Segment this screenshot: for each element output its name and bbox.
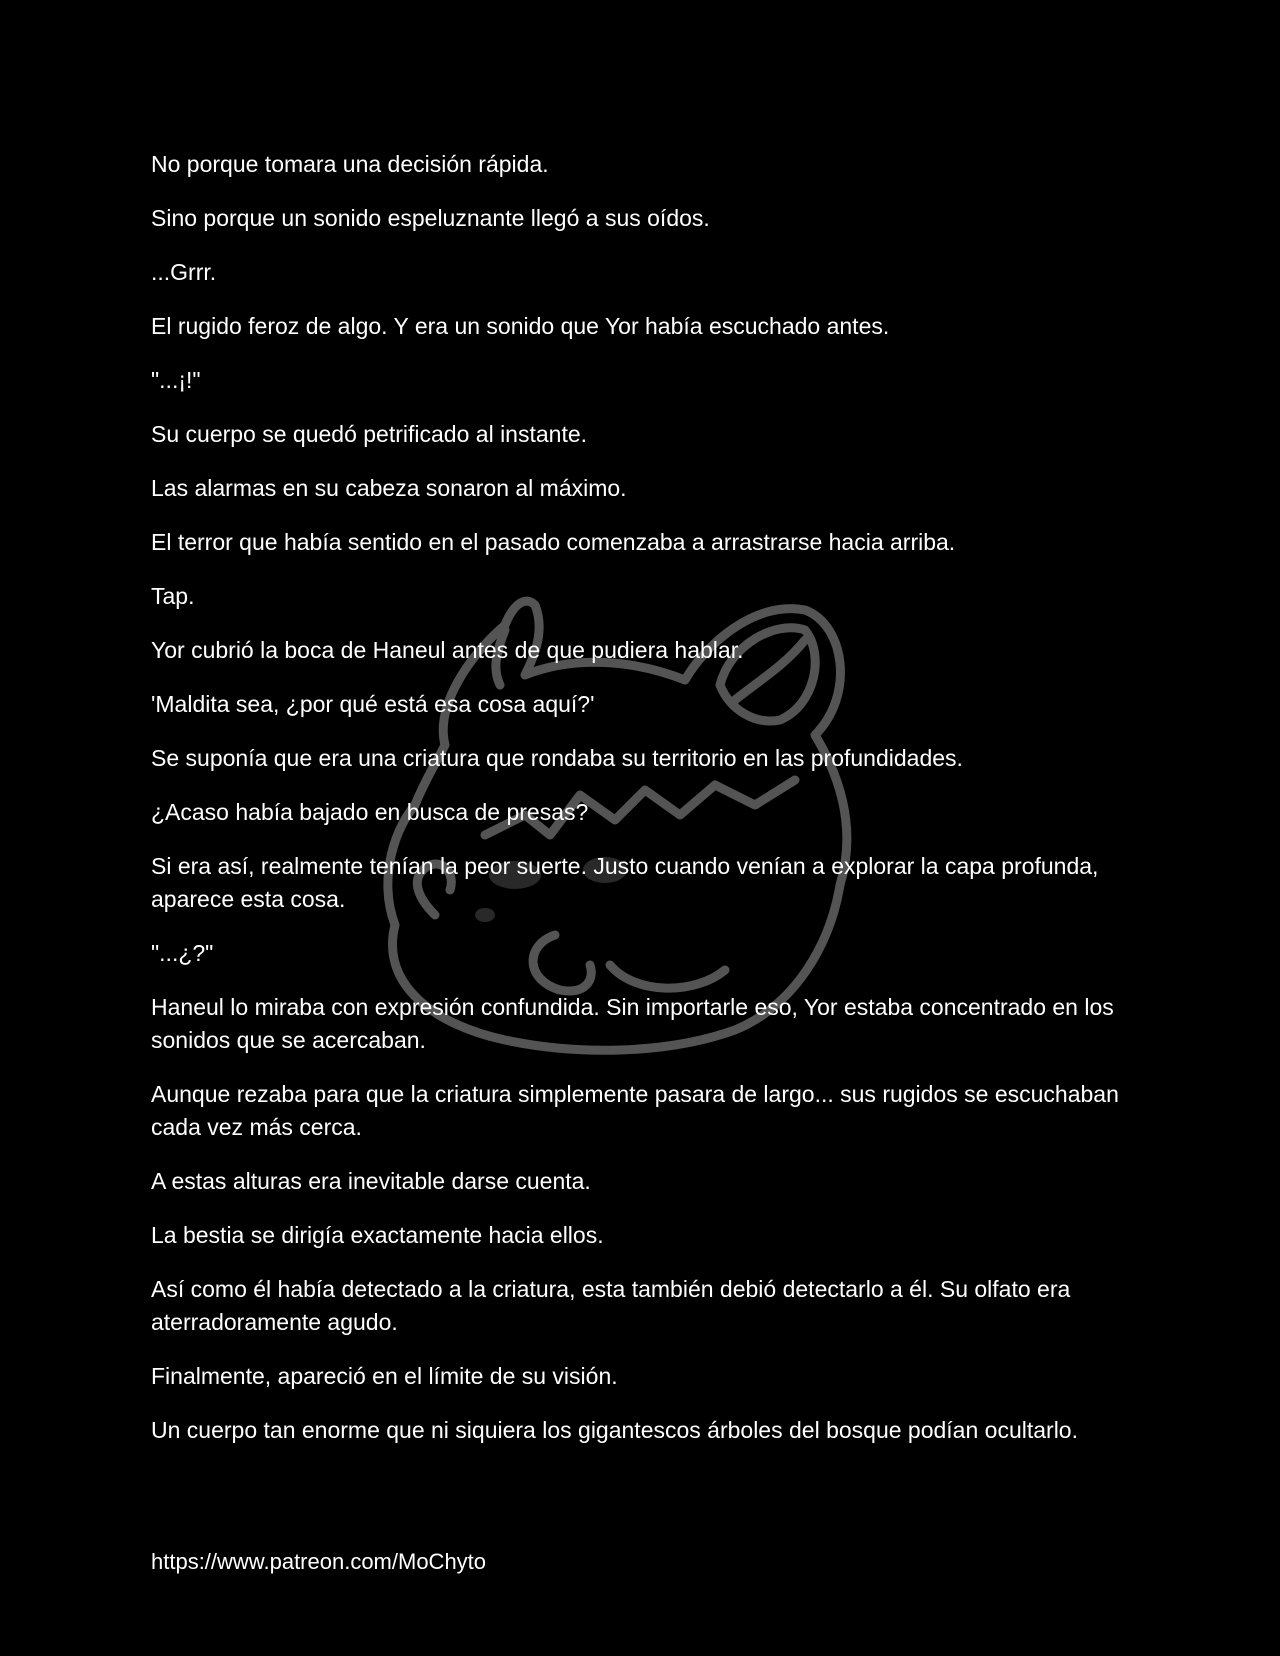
paragraph: ¿Acaso había bajado en busca de presas? [151,799,589,825]
paragraph: ...Grrr. [151,259,217,285]
paragraph: Así como él había detectado a la criatura, esta también debió detectarlo a él. Su olfato era aterradoramente agudo. [151,1276,1071,1335]
patreon-link[interactable]: https://www.patreon.com/MoChyto [151,1549,487,1574]
paragraph: Un cuerpo tan enorme que ni siquiera los gigantescos árboles del bosque podían ocultarlo. [151,1417,1078,1443]
paragraph: Las alarmas en su cabeza sonaron al máximo. [151,475,627,501]
paragraph: Si era así, realmente tenían la peor suerte. Justo cuando venían a explorar la capa profunda, aparece esta cosa. [151,853,1099,912]
paragraph: Sino porque un sonido espeluznante llegó a sus oídos. [151,205,710,231]
paragraph: Se suponía que era una criatura que rondaba su territorio en las profundidades. [151,745,963,771]
paragraph: Su cuerpo se quedó petrificado al instante. [151,421,588,447]
paragraph: "...¡!" [151,367,201,393]
paragraph: Haneul lo miraba con expresión confundida. Sin importarle eso, Yor estaba concentrado en los sonidos que se acercaban. [151,994,1114,1053]
paragraph: El rugido feroz de algo. Y era un sonido que Yor había escuchado antes. [151,313,890,339]
story-text [151,148,1131,1468]
paragraph: Yor cubrió la boca de Haneul antes de que pudiera hablar. [151,637,744,663]
paragraph: La bestia se dirigía exactamente hacia ellos. [151,1222,604,1248]
paragraph: "...¿?" [151,940,214,966]
paragraph: Aunque rezaba para que la criatura simplemente pasara de largo... sus rugidos se escuchaban cada vez más cerca. [151,1081,1119,1140]
paragraph: El terror que había sentido en el pasado comenzaba a arrastrarse hacia arriba. [151,529,956,555]
paragraph: Finalmente, apareció en el límite de su visión. [151,1363,618,1389]
paragraph: A estas alturas era inevitable darse cuenta. [151,1168,591,1194]
paragraph: Tap. [151,583,195,609]
paragraph: 'Maldita sea, ¿por qué está esa cosa aquí?' [151,691,595,717]
paragraph: No porque tomara una decisión rápida. [151,151,549,177]
